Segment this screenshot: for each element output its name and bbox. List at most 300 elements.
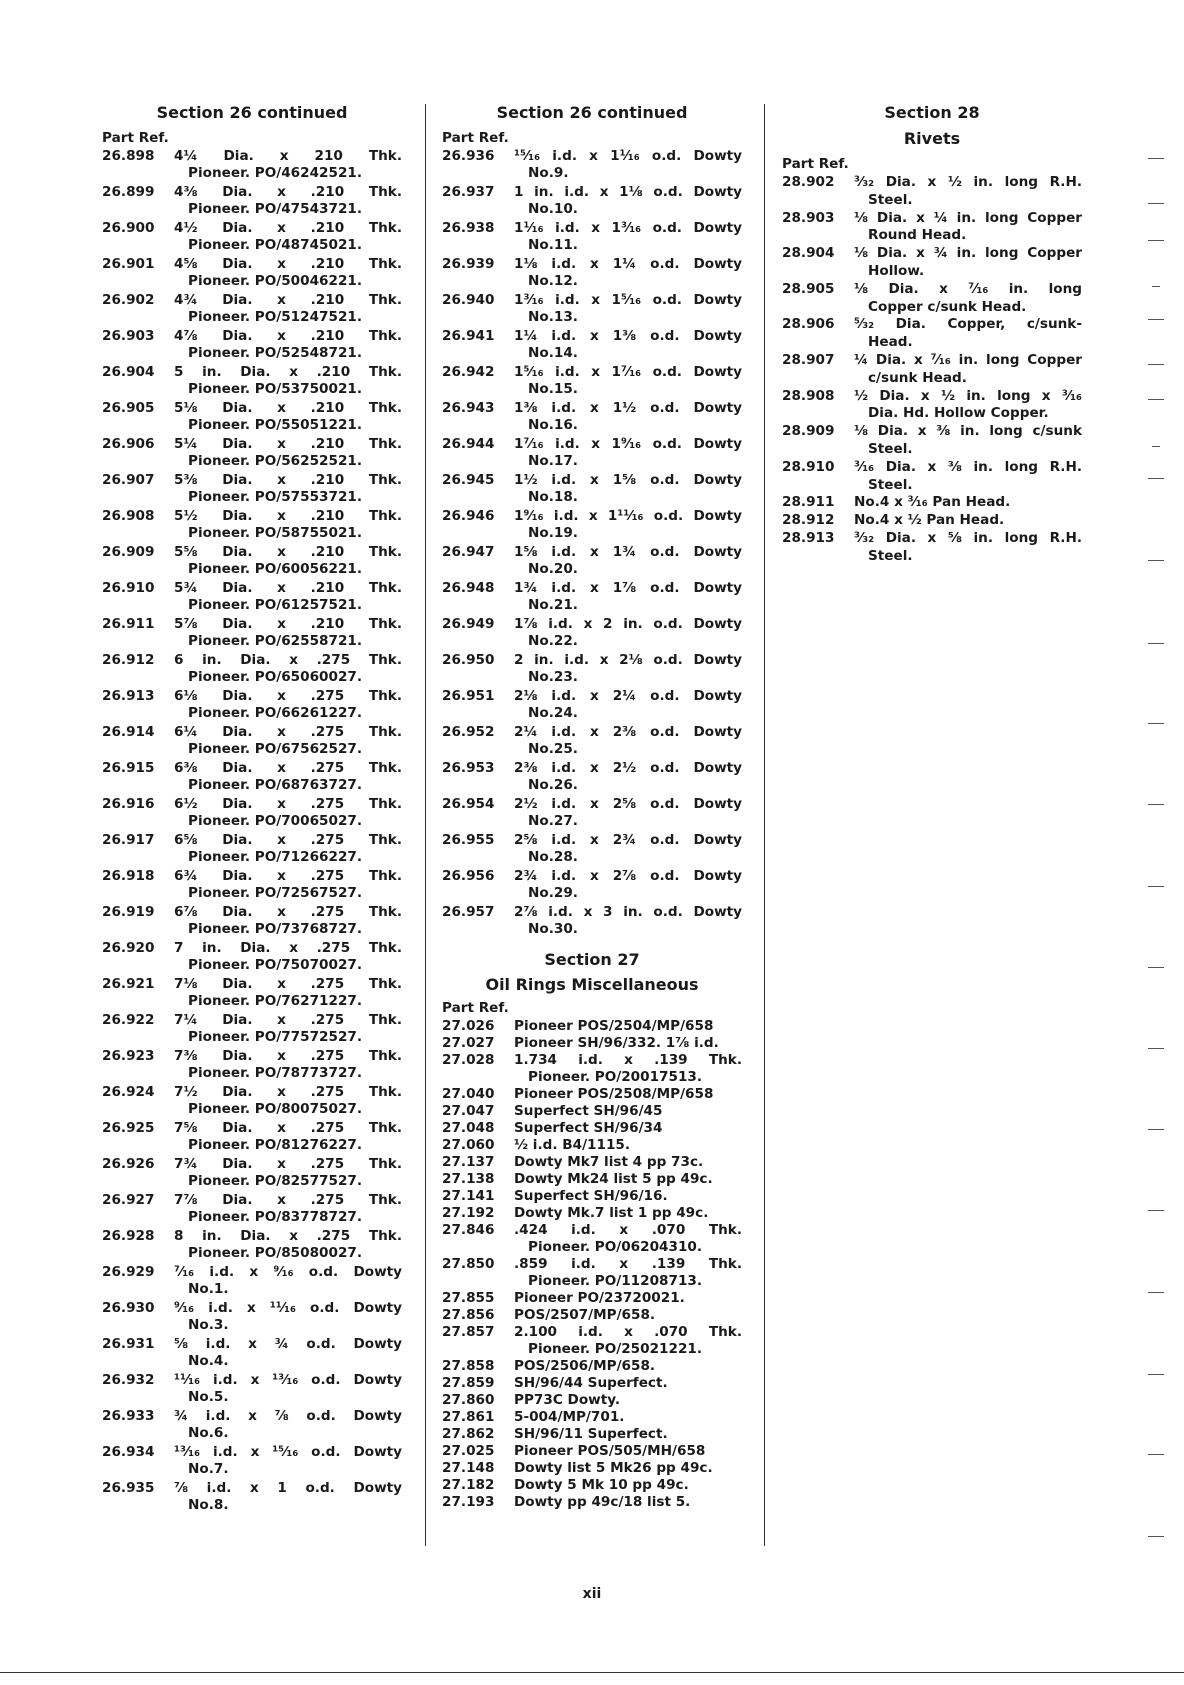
part-ref-number: 27.846 <box>442 1222 495 1238</box>
description-line: ½ Dia. x ½ in. long x ³⁄₁₆ <box>854 387 1082 404</box>
part-entry <box>442 1426 742 1443</box>
part-ref-number: 26.939 <box>442 256 495 272</box>
part-ref-label: Part Ref. <box>442 130 509 146</box>
part-ref-number: 26.917 <box>102 832 155 848</box>
part-ref-number: 27.047 <box>442 1103 495 1119</box>
description-line: ³⁄₃₂ Dia. x ⅝ in. long R.H. <box>854 529 1082 546</box>
part-description <box>514 508 742 542</box>
part-description <box>174 1336 402 1370</box>
description-continuation: No.24. <box>528 705 578 721</box>
description-continuation: Pioneer. PO/71266227. <box>188 849 363 865</box>
part-description <box>174 724 402 758</box>
description-continuation: Pioneer. PO/82577527. <box>188 1173 363 1189</box>
part-entry <box>782 494 1082 512</box>
part-entry <box>102 652 402 686</box>
description-line: .424 i.d. x .070 Thk. <box>514 1222 742 1238</box>
part-ref-number: 26.934 <box>102 1444 155 1460</box>
part-entry <box>442 148 742 182</box>
part-ref-number: 27.138 <box>442 1171 495 1187</box>
description-continuation: No.11. <box>528 237 578 253</box>
part-entry <box>782 245 1082 281</box>
part-entry <box>442 256 742 290</box>
description-continuation: No.14. <box>528 345 578 361</box>
part-entry <box>442 400 742 434</box>
margin-mark <box>1148 399 1164 400</box>
part-ref-number: 26.948 <box>442 580 495 596</box>
part-description <box>514 220 742 254</box>
part-ref-number: 27.856 <box>442 1307 495 1323</box>
description-continuation: Dia. Hd. Hollow Copper. <box>868 405 1049 422</box>
part-entry <box>442 1443 742 1460</box>
part-ref-number: 26.908 <box>102 508 155 524</box>
entry-list <box>442 148 742 938</box>
part-description <box>174 292 402 326</box>
description-line: ⅝ i.d. x ¾ o.d. Dowty <box>174 1336 402 1352</box>
part-ref-number: 26.949 <box>442 616 495 632</box>
part-ref-number: 26.901 <box>102 256 155 272</box>
part-entry <box>102 1192 402 1226</box>
description-continuation: Pioneer. PO/68763727. <box>188 777 363 793</box>
part-ref-number: 27.857 <box>442 1324 495 1340</box>
part-ref-number: 28.912 <box>782 512 835 529</box>
part-entry <box>442 688 742 722</box>
part-ref-number: 28.904 <box>782 245 835 262</box>
description-line: Dowty list 5 Mk26 pp 49c. <box>514 1460 713 1476</box>
part-entry <box>442 544 742 578</box>
description-continuation: No.20. <box>528 561 578 577</box>
description-continuation: Pioneer. PO/73768727. <box>188 921 363 937</box>
description-continuation: Pioneer. PO/57553721. <box>188 489 363 505</box>
part-ref-number: 28.902 <box>782 174 835 190</box>
description-line: ⅛ Dia. x ⁷⁄₁₆ in. long <box>854 280 1082 297</box>
part-ref-number: 26.936 <box>442 148 495 164</box>
description-continuation: No.17. <box>528 453 578 469</box>
description-continuation: No.26. <box>528 777 578 793</box>
description-continuation: Hollow. <box>868 262 925 279</box>
part-entry <box>442 832 742 866</box>
description-continuation: No.1. <box>188 1281 229 1297</box>
part-description <box>854 423 1082 459</box>
description-line: ⁹⁄₁₆ i.d. x ¹¹⁄₁₆ o.d. Dowty <box>174 1300 402 1316</box>
description-line: Dowty Mk.7 list 1 pp 49c. <box>514 1205 709 1221</box>
part-description <box>174 1372 402 1406</box>
description-continuation: No.16. <box>528 417 578 433</box>
part-ref-number: 26.950 <box>442 652 495 668</box>
part-entry <box>442 616 742 650</box>
description-continuation: No.25. <box>528 741 578 757</box>
part-description <box>514 1324 742 1358</box>
part-ref-number: 26.915 <box>102 760 155 776</box>
part-ref-number: 26.906 <box>102 436 155 452</box>
part-entry <box>102 796 402 830</box>
part-description <box>514 1477 742 1494</box>
margin-mark <box>1148 203 1164 204</box>
part-description <box>174 688 402 722</box>
part-entry <box>102 1300 402 1334</box>
description-line: ³⁄₁₆ Dia. x ⅜ in. long R.H. <box>854 458 1082 475</box>
description-line: 1¼ i.d. x 1⅜ o.d. Dowty <box>514 328 742 344</box>
part-description <box>854 494 1082 512</box>
part-ref-number: 26.931 <box>102 1336 155 1352</box>
description-continuation: No.4. <box>188 1353 229 1369</box>
description-line: ¹¹⁄₁₆ i.d. x ¹³⁄₁₆ o.d. Dowty <box>174 1372 402 1388</box>
part-description <box>174 328 402 362</box>
part-description <box>514 1137 742 1154</box>
description-continuation: No.10. <box>528 201 578 217</box>
part-ref-number: 27.862 <box>442 1426 495 1442</box>
description-continuation: Pioneer. PO/72567527. <box>188 885 363 901</box>
part-entry <box>782 530 1082 566</box>
part-description <box>514 148 742 182</box>
part-entry <box>442 1188 742 1205</box>
part-description <box>174 1012 402 1046</box>
part-description <box>854 281 1082 317</box>
part-entry <box>102 1084 402 1118</box>
part-description <box>514 1035 742 1052</box>
column-divider <box>764 104 765 1546</box>
part-description <box>174 544 402 578</box>
part-description <box>854 388 1082 424</box>
part-entry <box>442 1018 742 1035</box>
part-description <box>514 364 742 398</box>
part-entry <box>442 1290 742 1307</box>
description-continuation: Pioneer. PO/61257521. <box>188 597 363 613</box>
part-ref-number: 26.941 <box>442 328 495 344</box>
part-entry <box>102 616 402 650</box>
description-line: POS/2507/MP/658. <box>514 1307 656 1323</box>
part-ref-number: 27.148 <box>442 1460 495 1476</box>
margin-mark <box>1148 1129 1164 1130</box>
description-continuation: No.3. <box>188 1317 229 1333</box>
section-27-subtitle: Oil Rings Miscellaneous <box>485 975 699 994</box>
part-description <box>514 580 742 614</box>
description-line: .859 i.d. x .139 Thk. <box>514 1256 742 1272</box>
part-ref-number: 26.902 <box>102 292 155 308</box>
part-description <box>854 459 1082 495</box>
part-entry <box>102 256 402 290</box>
part-entry <box>782 388 1082 424</box>
part-description <box>514 616 742 650</box>
description-continuation: Pioneer. PO/20017513. <box>528 1069 703 1085</box>
description-continuation: Pioneer. PO/70065027. <box>188 813 363 829</box>
description-line: 7⅛ Dia. x .275 Thk. <box>174 976 402 992</box>
part-description <box>854 210 1082 246</box>
part-entry <box>442 508 742 542</box>
part-description <box>174 436 402 470</box>
part-ref-number: 26.946 <box>442 508 495 524</box>
part-entry <box>442 1035 742 1052</box>
part-description <box>514 1494 742 1511</box>
description-line: ³⁄₃₂ Dia. x ½ in. long R.H. <box>854 174 1082 190</box>
part-ref-number: 26.943 <box>442 400 495 416</box>
description-line: 2⅝ i.d. x 2¾ o.d. Dowty <box>514 832 742 848</box>
part-entry <box>442 1375 742 1392</box>
description-line: SH/96/44 Superfect. <box>514 1375 668 1391</box>
margin-mark <box>1148 643 1164 644</box>
description-continuation: Head. <box>868 334 913 351</box>
description-continuation: Pioneer. PO/66261227. <box>188 705 363 721</box>
section-subtitle: Rivets <box>903 129 961 148</box>
description-line: Pioneer SH/96/332. 1⅞ i.d. <box>514 1035 719 1051</box>
part-entry <box>102 1048 402 1082</box>
part-ref-number: 27.027 <box>442 1035 495 1051</box>
part-description <box>514 904 742 938</box>
part-entry <box>782 316 1082 352</box>
description-continuation: No.27. <box>528 813 578 829</box>
part-entry <box>442 868 742 902</box>
part-entry <box>102 580 402 614</box>
part-description <box>174 832 402 866</box>
part-entry <box>102 1120 402 1154</box>
part-ref-number: 26.935 <box>102 1480 155 1496</box>
description-line: 5 in. Dia. x .210 Thk. <box>174 364 402 380</box>
part-ref-number: 26.918 <box>102 868 155 884</box>
margin-mark <box>1148 478 1164 479</box>
part-description <box>514 1018 742 1035</box>
margin-mark <box>1152 446 1160 447</box>
part-entry <box>442 1358 742 1375</box>
description-continuation: No.22. <box>528 633 578 649</box>
part-entry <box>442 292 742 326</box>
margin-mark <box>1148 1048 1164 1049</box>
description-continuation: Pioneer. PO/83778727. <box>188 1209 363 1225</box>
part-entry <box>102 1264 402 1298</box>
description-line: Dowty pp 49c/18 list 5. <box>514 1494 691 1510</box>
part-description <box>514 1205 742 1222</box>
part-description <box>174 976 402 1010</box>
part-description <box>174 256 402 290</box>
part-description <box>514 256 742 290</box>
part-entry <box>442 184 742 218</box>
part-entry <box>102 148 402 182</box>
description-continuation: Pioneer. PO/52548721. <box>188 345 363 361</box>
description-continuation: Copper c/sunk Head. <box>868 298 1027 315</box>
part-description <box>174 1156 402 1190</box>
description-line: ⅞ i.d. x 1 o.d. Dowty <box>174 1480 402 1496</box>
part-ref-number: 27.850 <box>442 1256 495 1272</box>
description-line: 7¼ Dia. x .275 Thk. <box>174 1012 402 1028</box>
description-continuation: c/sunk Head. <box>868 369 967 386</box>
description-continuation: No.28. <box>528 849 578 865</box>
description-line: 6⅜ Dia. x .275 Thk. <box>174 760 402 776</box>
description-line: ⅛ Dia. x ⅜ in. long c/sunk <box>854 423 1082 440</box>
description-continuation: No.13. <box>528 309 578 325</box>
part-ref-number: 28.905 <box>782 280 835 297</box>
description-line: 4⅝ Dia. x .210 Thk. <box>174 256 402 272</box>
part-entry <box>442 1324 742 1358</box>
description-line: 5-004/MP/701. <box>514 1409 625 1425</box>
description-continuation: Pioneer. PO/25021221. <box>528 1341 703 1357</box>
description-line: SH/96/11 Superfect. <box>514 1426 668 1442</box>
description-line: Dowty 5 Mk 10 pp 49c. <box>514 1477 689 1493</box>
description-continuation: Pioneer. PO/11208713. <box>528 1273 703 1289</box>
description-continuation: No.29. <box>528 885 578 901</box>
description-line: 5⅝ Dia. x .210 Thk. <box>174 544 402 560</box>
part-entry <box>102 1012 402 1046</box>
part-entry <box>442 904 742 938</box>
part-ref-label: Part Ref. <box>102 130 169 146</box>
part-description <box>514 868 742 902</box>
description-line: Dowty Mk7 list 4 pp 73c. <box>514 1154 704 1170</box>
description-line: ¹³⁄₁₆ i.d. x ¹⁵⁄₁₆ o.d. Dowty <box>174 1444 402 1460</box>
part-ref-number: 27.026 <box>442 1018 495 1034</box>
description-continuation: Pioneer. PO/77572527. <box>188 1029 363 1045</box>
part-description <box>514 1460 742 1477</box>
part-entry <box>442 436 742 470</box>
section-27-title: Section 27 <box>544 950 640 969</box>
part-entry <box>442 1460 742 1477</box>
part-ref-label: Part Ref. <box>782 156 849 172</box>
margin-mark <box>1148 886 1164 887</box>
description-line: 1⁹⁄₁₆ i.d. x 1¹¹⁄₁₆ o.d. Dowty <box>514 508 742 524</box>
part-entry <box>102 292 402 326</box>
part-ref-number: 26.929 <box>102 1264 155 1280</box>
margin-mark <box>1148 967 1164 968</box>
part-entry <box>442 1171 742 1188</box>
part-description <box>174 1480 402 1514</box>
part-entry <box>782 423 1082 459</box>
page-number: xii <box>582 1586 602 1602</box>
description-line: 5½ Dia. x .210 Thk. <box>174 508 402 524</box>
description-continuation: Steel. <box>868 547 913 564</box>
description-line: No.4 x ³⁄₁₆ Pan Head. <box>854 494 1011 511</box>
description-line: 2⅜ i.d. x 2½ o.d. Dowty <box>514 760 742 776</box>
part-entry <box>102 472 402 506</box>
description-line: 1⅜ i.d. x 1½ o.d. Dowty <box>514 400 742 416</box>
description-continuation: Pioneer. PO/53750021. <box>188 381 363 397</box>
description-line: 4¼ Dia. x 210 Thk. <box>174 148 402 164</box>
part-ref-number: 26.925 <box>102 1120 155 1136</box>
part-entry <box>782 512 1082 530</box>
section-title: Section 26 continued <box>156 103 348 122</box>
description-continuation: Pioneer. PO/85080027. <box>188 1245 363 1261</box>
part-entry <box>102 184 402 218</box>
description-line: 7 in. Dia. x .275 Thk. <box>174 940 402 956</box>
part-description <box>174 904 402 938</box>
margin-mark <box>1148 1292 1164 1293</box>
part-entry <box>782 459 1082 495</box>
part-entry <box>102 400 402 434</box>
part-ref-number: 26.903 <box>102 328 155 344</box>
part-ref-number: 26.900 <box>102 220 155 236</box>
part-ref-number: 26.937 <box>442 184 495 200</box>
part-entry <box>102 1408 402 1442</box>
description-continuation: No.19. <box>528 525 578 541</box>
description-continuation: No.5. <box>188 1389 229 1405</box>
part-ref-number: 28.910 <box>782 458 835 475</box>
part-ref-number: 27.860 <box>442 1392 495 1408</box>
description-line: 5¼ Dia. x .210 Thk. <box>174 436 402 452</box>
part-entry <box>782 210 1082 246</box>
part-entry <box>102 1372 402 1406</box>
part-entry <box>442 796 742 830</box>
description-line: 1 in. i.d. x 1⅛ o.d. Dowty <box>514 184 742 200</box>
part-entry <box>442 1052 742 1086</box>
margin-mark <box>1148 1536 1164 1537</box>
part-ref-number: 26.951 <box>442 688 495 704</box>
margin-mark <box>1148 364 1164 365</box>
description-line: 7⅞ Dia. x .275 Thk. <box>174 1192 402 1208</box>
part-description <box>514 472 742 506</box>
part-description <box>514 292 742 326</box>
part-description <box>514 1171 742 1188</box>
part-description <box>174 1192 402 1226</box>
description-line: 6 in. Dia. x .275 Thk. <box>174 652 402 668</box>
part-ref-label: Part Ref. <box>442 1000 509 1016</box>
description-continuation: No.30. <box>528 921 578 937</box>
part-entry <box>782 352 1082 388</box>
part-ref-number: 26.922 <box>102 1012 155 1028</box>
part-description <box>514 1103 742 1120</box>
part-ref-number: 26.916 <box>102 796 155 812</box>
description-line: Pioneer POS/2508/MP/658 <box>514 1086 714 1102</box>
part-entry <box>442 1256 742 1290</box>
part-description <box>174 580 402 614</box>
part-description <box>174 760 402 794</box>
part-ref-number: 27.060 <box>442 1137 495 1153</box>
part-entry <box>102 1480 402 1514</box>
part-ref-number: 26.898 <box>102 148 155 164</box>
description-continuation: Pioneer. PO/81276227. <box>188 1137 363 1153</box>
part-ref-number: 27.861 <box>442 1409 495 1425</box>
description-continuation: Pioneer. PO/58755021. <box>188 525 363 541</box>
part-ref-number: 26.945 <box>442 472 495 488</box>
part-description <box>174 1120 402 1154</box>
part-description <box>174 1444 402 1478</box>
part-entry <box>102 1336 402 1370</box>
part-description <box>174 616 402 650</box>
description-continuation: No.15. <box>528 381 578 397</box>
part-entry <box>442 328 742 362</box>
section-title: Section 28 <box>884 103 980 122</box>
part-description <box>514 1120 742 1137</box>
part-entry <box>782 281 1082 317</box>
description-line: 4¾ Dia. x .210 Thk. <box>174 292 402 308</box>
part-ref-number: 26.932 <box>102 1372 155 1388</box>
description-line: Pioneer POS/2504/MP/658 <box>514 1018 714 1034</box>
part-ref-number: 26.957 <box>442 904 495 920</box>
description-continuation: Pioneer. PO/65060027. <box>188 669 363 685</box>
part-ref-number: 26.927 <box>102 1192 155 1208</box>
description-line: 6¼ Dia. x .275 Thk. <box>174 724 402 740</box>
part-ref-number: 28.913 <box>782 529 835 546</box>
description-line: 1⅛ i.d. x 1¼ o.d. Dowty <box>514 256 742 272</box>
margin-mark <box>1148 319 1164 320</box>
column-section-28 <box>782 100 1082 566</box>
part-ref-number: 27.858 <box>442 1358 495 1374</box>
description-continuation: Pioneer. PO/46242521. <box>188 165 363 181</box>
part-description <box>514 1375 742 1392</box>
description-continuation: Steel. <box>868 476 913 493</box>
part-entry <box>442 1137 742 1154</box>
part-description <box>174 472 402 506</box>
part-ref-number: 27.040 <box>442 1086 495 1102</box>
part-ref-number: 27.141 <box>442 1188 495 1204</box>
description-line: No.4 x ½ Pan Head. <box>854 512 1005 529</box>
part-entry <box>442 1477 742 1494</box>
part-description <box>514 400 742 434</box>
part-description <box>514 1443 742 1460</box>
description-line: Pioneer POS/505/MH/658 <box>514 1443 706 1459</box>
part-description <box>514 1358 742 1375</box>
part-ref-number: 27.028 <box>442 1052 495 1068</box>
description-line: Dowty Mk24 list 5 pp 49c. <box>514 1171 713 1187</box>
part-description <box>174 1048 402 1082</box>
part-ref-number: 26.911 <box>102 616 155 632</box>
part-entry <box>442 1120 742 1137</box>
part-ref-number: 26.923 <box>102 1048 155 1064</box>
description-continuation: No.8. <box>188 1497 229 1513</box>
